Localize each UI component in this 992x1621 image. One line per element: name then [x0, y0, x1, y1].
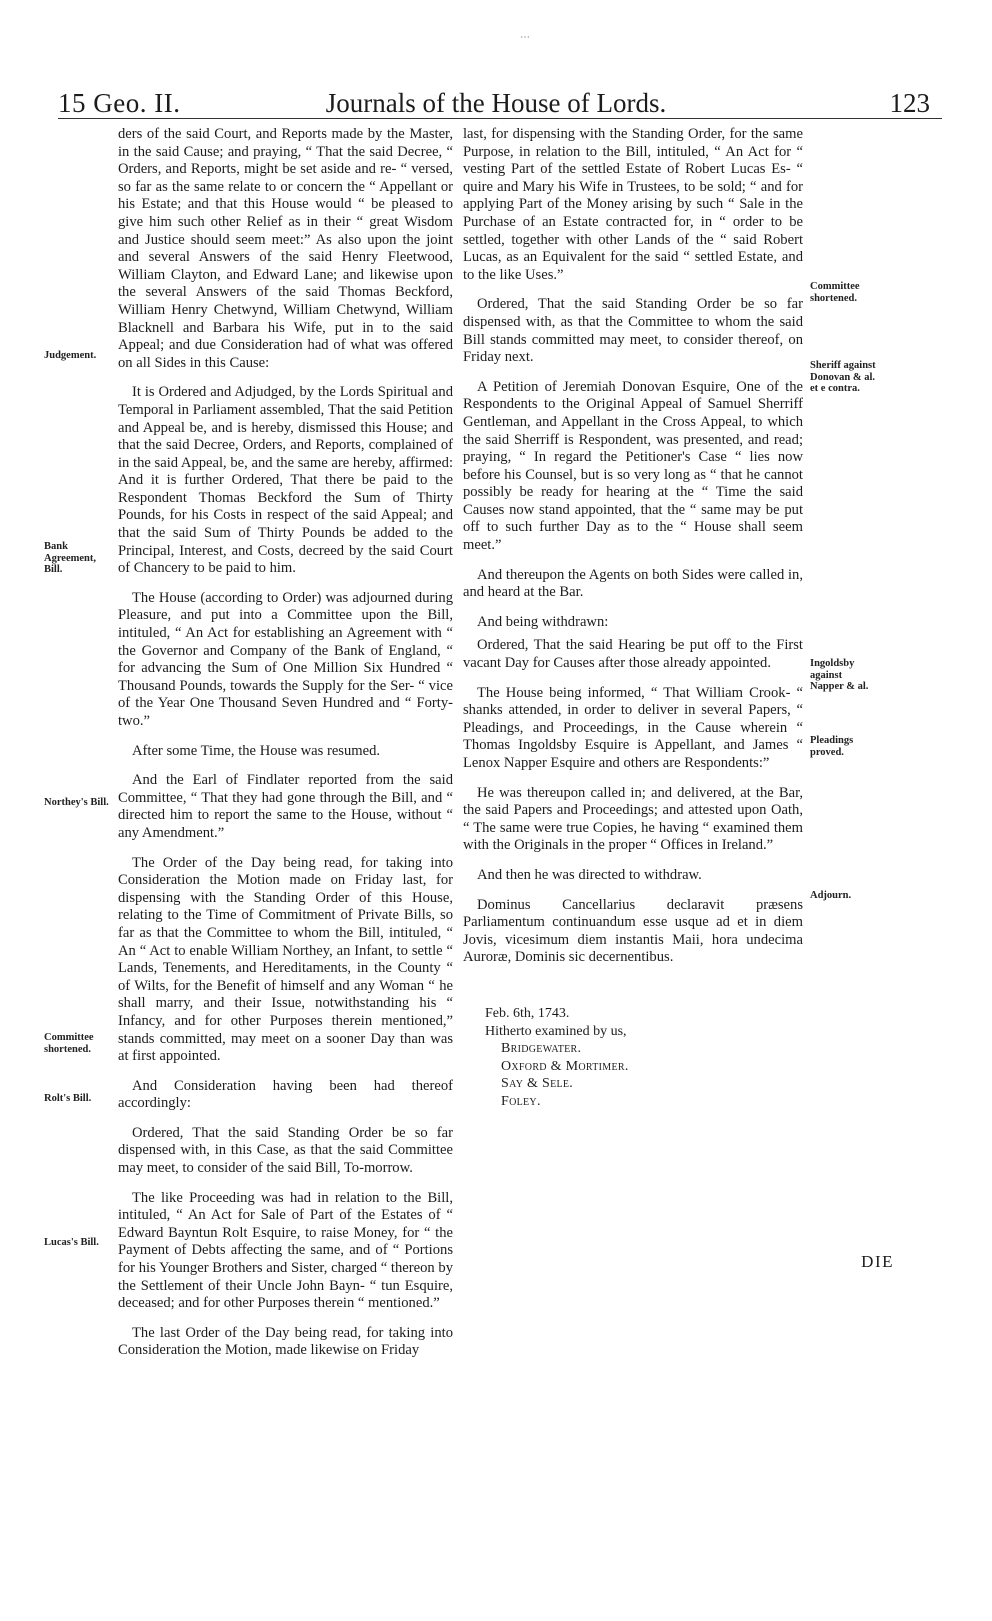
margin-note-northey: Northey's Bill. — [44, 797, 109, 808]
print-speck: ⋯ — [520, 32, 530, 43]
page-header — [40, 60, 952, 118]
margin-note-ingoldsby-napper: Ingoldsby against Napper & al. — [810, 658, 869, 692]
margin-note-judgement: Judgement. — [44, 350, 97, 361]
paragraph: The Order of the Day being read, for taking into Consideration the Motion made on Friday last, for dispensing with the Standing Order of this House, relating to the Time of Commitment of Private Bills, so far as that the Committee to whom the Bill, intituled, “ An “ Act to enable William Northey, an Infant, to settle “ Lands, Tenements, and Hereditaments, in the County “ of Wilts, for the Benefit of himself and any Woman “ he shall marry, and their Issue, notwithstanding his “ Infancy, and for other Purposes therein mentioned,” stands committed, may meet on a sooner Day than was at first appointed. — [118, 854, 453, 1065]
margin-note-adjourn: Adjourn. — [810, 890, 852, 901]
header-rule — [58, 118, 942, 119]
running-title: Journals of the House of Lords. — [325, 88, 667, 118]
page-number: 123 — [889, 88, 930, 118]
margin-note-pleadings-proved: Pleadings proved. — [810, 735, 854, 758]
signatory-name: Foley. — [501, 1093, 541, 1109]
paragraph: And then he was directed to withdraw. — [477, 866, 702, 883]
margin-note-rolt: Rolt's Bill. — [44, 1093, 92, 1104]
signature-line: Hitherto examined by us, — [485, 1023, 627, 1039]
paragraph: And Consideration having been had thereof accordingly: — [118, 1077, 453, 1112]
paragraph: And the Earl of Findlater reported from the said Committee, “ That they had gone through the Bill, and “ directed him to report the same to the House, without “ any Amendment.” — [118, 772, 453, 841]
examination-signature — [485, 1005, 629, 1110]
signatory-name: Say & Sele. — [501, 1076, 574, 1091]
catchword: DIE — [861, 1252, 894, 1271]
margin-note-committee-shortened: Committee shortened. — [44, 1032, 94, 1055]
margin-note-bank-agreement: Bank Agreement, Bill. — [44, 541, 96, 575]
paragraph: The House being informed, “ That William Crook- “ shanks attended, in order to deliver in several Papers, “ Pleadings, and Proceedings, in the Cause wherein “ Thomas Ingoldsby Esquire is Appellant, and James “ Lenox Napper Esquire and others are Respondents:” — [463, 684, 803, 771]
paragraph: And thereupon the Agents on both Sides were called in, and heard at the Bar. — [463, 566, 803, 601]
paragraph: The like Proceeding was had in relation to the Bill, intituled, “ An Act for Sale of Part of the Estates of “ Edward Bayntun Rolt Esquire, to raise Money, for “ the Payment of Debts affecting the same, and of “ Portions for his Younger Brothers and Sister, charged “ thereon by the Settlement of their Uncle John Bayn- “ tun Esquire, deceased; and for other Purposes therein “ mentioned.” — [118, 1189, 453, 1312]
paragraph: After some Time, the House was resumed. — [132, 742, 381, 759]
paragraph: The House (according to Order) was adjourned during Pleasure, and put into a Committee upon the Bill, intituled, “ An Act for establishing an Agreement with “ the Governor and Company of the Bank of England, “ for advancing the Sum of One Million Six Hundred “ Thousand Pounds, towards the Supply for the Ser- “ vice of the Year One Thousand Seven Hundred and “ Forty-two.” — [118, 589, 453, 729]
paragraph: Ordered, That the said Standing Order be so far dispensed with, in this Case, as that the said Committee may meet, to consider of the said Bill, To-morrow. — [118, 1124, 453, 1177]
left-column — [118, 126, 453, 1372]
paragraph: It is Ordered and Adjudged, by the Lords Spiritual and Temporal in Parliament assembled, That the said Petition and Appeal be, and is hereby, dismissed this House; and that the said Decree, Orders, and Reports, complained of in the said Appeal, be, and the same are hereby, affirmed: And it is further Ordered, That there be paid to the Respondent Thomas Beckford the Sum of Thirty Pounds, for his Costs in respect of the said Appeal; and that the said Sum of Thirty Pounds be added to the Principal, Interest, and Costs, decreed by the said Court of Chancery to be paid to him. — [118, 384, 453, 577]
margin-note-lucas: Lucas's Bill. — [44, 1237, 99, 1248]
signatory-name: Oxford & Mortimer. — [501, 1058, 629, 1074]
signature-date: Feb. 6th, 1743. — [485, 1006, 570, 1021]
margin-note-sheriff-donovan: Sheriff against Donovan & al. et e contra. — [810, 360, 876, 394]
paragraph: Dominus Cancellarius declaravit præsens Parliamentum continuandum esse usque ad et in diem Jovis, vicesimum diem instantis Maii, hora undecima Auroræ, Dominis sic decernentibus. — [463, 896, 803, 966]
paragraph: ders of the said Court, and Reports made by the Master, in the said Cause; and praying, “ That the said Decree, “ Orders, and Reports, might be set aside and re- “ versed, so far as the same relate to or concern the “ Appellant or his Estate; and that this House would “ be pleased to give him such other Relief as in their “ great Wisdom and Justice should seem meet:” As also upon the joint and several Answers of the said Henry Fleetwood, William Clayton, and Edward Lane; and likewise upon the several Answers of the said Thomas Beckford, William Henry Chetwynd, William Chetwynd, William Blacknell and Barbara his Wife, put in to the said Appeal; and due Consideration had of what was offered on all Sides in this Cause: — [118, 126, 453, 371]
right-column — [463, 126, 803, 979]
paragraph: And being withdrawn: — [477, 613, 609, 630]
signatory-name: Bridgewater. — [501, 1041, 582, 1056]
margin-note-committee-shortened: Committee shortened. — [810, 281, 860, 304]
paragraph: The last Order of the Day being read, for taking into Consideration the Motion, made likewise on Friday — [118, 1324, 453, 1359]
paragraph: He was thereupon called in; and delivered, at the Bar, the said Papers and Proceedings; and attested upon Oath, “ The same were true Copies, he having “ examined them with the Originals in the proper “ Offices in Ireland.” — [463, 784, 803, 854]
paragraph: last, for dispensing with the Standing Order, for the same Purpose, in relation to the Bill, intituled, “ An Act for “ vesting Part of the settled Estate of Robert Lucas Es- “ quire and Mary his Wife in Trustees, to be sold; “ and for applying Part of the Money arising by such “ Sale in the Purchase of an Estate contracted for, in “ order to be settled, together with other Lands of the “ said Robert Lucas, as an Equivalent for the said “ settled Estate, and to the like Uses.” — [463, 126, 803, 283]
paragraph: Ordered, That the said Hearing be put off to the First vacant Day for Causes after those already appointed. — [463, 637, 803, 672]
paragraph: A Petition of Jeremiah Donovan Esquire, One of the Respondents to the Original Appeal of Samuel Sherriff Gentleman, and Appellant in the Cross Appeal, to which the said Sherriff is Respondent, was presented, and read; praying, “ In regard the Petitioner's Case “ lies now before his Counsel, but is so very long as “ that he cannot possibly be ready for hearing at the “ Time the said Causes now stand appointed, that the “ same may be put off to such further Day as to the “ House shall seem meet.” — [463, 378, 803, 554]
paragraph: Ordered, That the said Standing Order be so far dispensed with, as that the Committee to whom the said Bill stands committed may meet, to consider thereof, on Friday next. — [463, 296, 803, 366]
regnal-year: 15 Geo. II. — [58, 88, 181, 118]
